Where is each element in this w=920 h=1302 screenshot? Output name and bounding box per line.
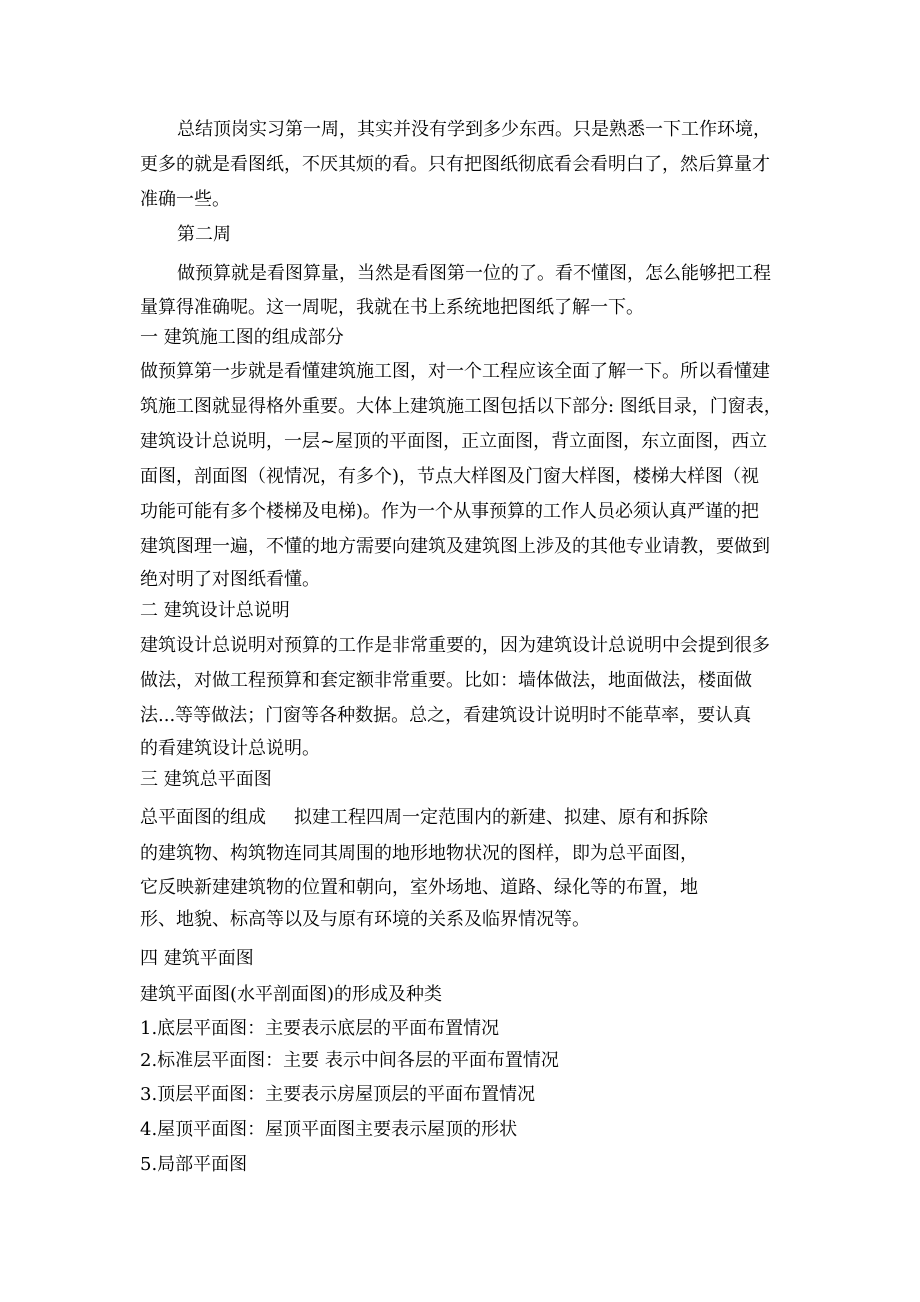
paragraph-6: 建筑平面图(水平剖面图)的形成及种类 xyxy=(140,984,443,1005)
paragraph-3-line-2: 筑施工图就显得格外重要。大体上建筑施工图包括以下部分: 图纸目录，门窗表， xyxy=(140,396,782,417)
paragraph-1-line-1: 总结顶岗实习第一周，其实并没有学到多少东西。只是熟悉一下工作环境， xyxy=(177,119,771,140)
paragraph-5-line-3: 它反映新建建筑物的位置和朝向，室外场地、道路、绿化等的布置，地 xyxy=(140,877,698,898)
paragraph-3-line-7: 绝对明了对图纸看懂。 xyxy=(140,569,320,590)
paragraph-5-line-1 xyxy=(140,806,708,830)
paragraph-4-line-1: 建筑设计总说明对预算的工作是非常重要的，因为建筑设计总说明中会提到很多 xyxy=(140,635,770,656)
paragraph-2-line-1: 做预算就是看图算量，当然是看图第一位的了。看不懂图，怎么能够把工程 xyxy=(177,263,771,284)
paragraph-4-line-3: 法...等等做法；门窗等各种数据。总之，看建筑设计说明时不能草率，要认真 xyxy=(140,705,752,726)
paragraph-5-line-4: 形、地貌、标高等以及与原有环境的关系及临界情况等。 xyxy=(140,909,590,930)
list-item: 3.顶层平面图：主要表示房屋顶层的平面布置情况 xyxy=(140,1084,536,1105)
section-heading-2: 二 建筑设计总说明 xyxy=(140,600,290,621)
list-item: 1.底层平面图：主要表示底层的平面布置情况 xyxy=(140,1018,500,1039)
section-heading-1: 一 建筑施工图的组成部分 xyxy=(140,327,344,348)
paragraph-4-line-4: 的看建筑设计总说明。 xyxy=(140,738,320,759)
week-heading: 第二周 xyxy=(177,224,231,245)
paragraph-3-line-4: 面图，剖面图（视情况，有多个)，节点大样图及门窗大样图，楼梯大样图（视 xyxy=(140,466,760,487)
section-heading-3: 三 建筑总平面图 xyxy=(140,769,272,790)
paragraph-5-line-2: 的建筑物、构筑物连同其周围的地形地物状况的图样，即为总平面图， xyxy=(140,843,698,864)
paragraph-3-line-1: 做预算第一步就是看懂建筑施工图，对一个工程应该全面了解一下。所以看懂建 xyxy=(140,361,770,382)
paragraph-1-line-3: 准确一些。 xyxy=(140,189,230,210)
site-plan-term: 总平面图的组成 xyxy=(140,807,266,828)
paragraph-3-line-3: 建筑设计总说明，一层~屋顶的平面图，正立面图，背立面图，东立面图，西立 xyxy=(140,431,768,452)
section-heading-4: 四 建筑平面图 xyxy=(140,948,254,969)
paragraph-3-line-5: 功能可能有多个楼梯及电梯)。作为一个从事预算的工作人员必须认真严谨的把 xyxy=(140,501,760,522)
paragraph-1-line-2: 更多的就是看图纸，不厌其烦的看。只有把图纸彻底看会看明白了，然后算量才 xyxy=(140,154,770,175)
list-item: 4.屋顶平面图：屋顶平面图主要表示屋顶的形状 xyxy=(140,1119,518,1140)
paragraph-3-line-6: 建筑图理一遍，不懂的地方需要向建筑及建筑图上涉及的其他专业请教，要做到 xyxy=(140,536,770,557)
list-item: 5.局部平面图 xyxy=(140,1154,248,1175)
list-item: 2.标准层平面图：主要 表示中间各层的平面布置情况 xyxy=(140,1050,559,1071)
paragraph-4-line-2: 做法，对做工程预算和套定额非常重要。比如：墙体做法，地面做法，楼面做 xyxy=(140,670,752,691)
site-plan-definition: 拟建工程四周一定范围内的新建、拟建、原有和拆除 xyxy=(294,807,708,828)
paragraph-2-line-2: 量算得准确呢。这一周呢，我就在书上系统地把图纸了解一下。 xyxy=(140,297,644,318)
